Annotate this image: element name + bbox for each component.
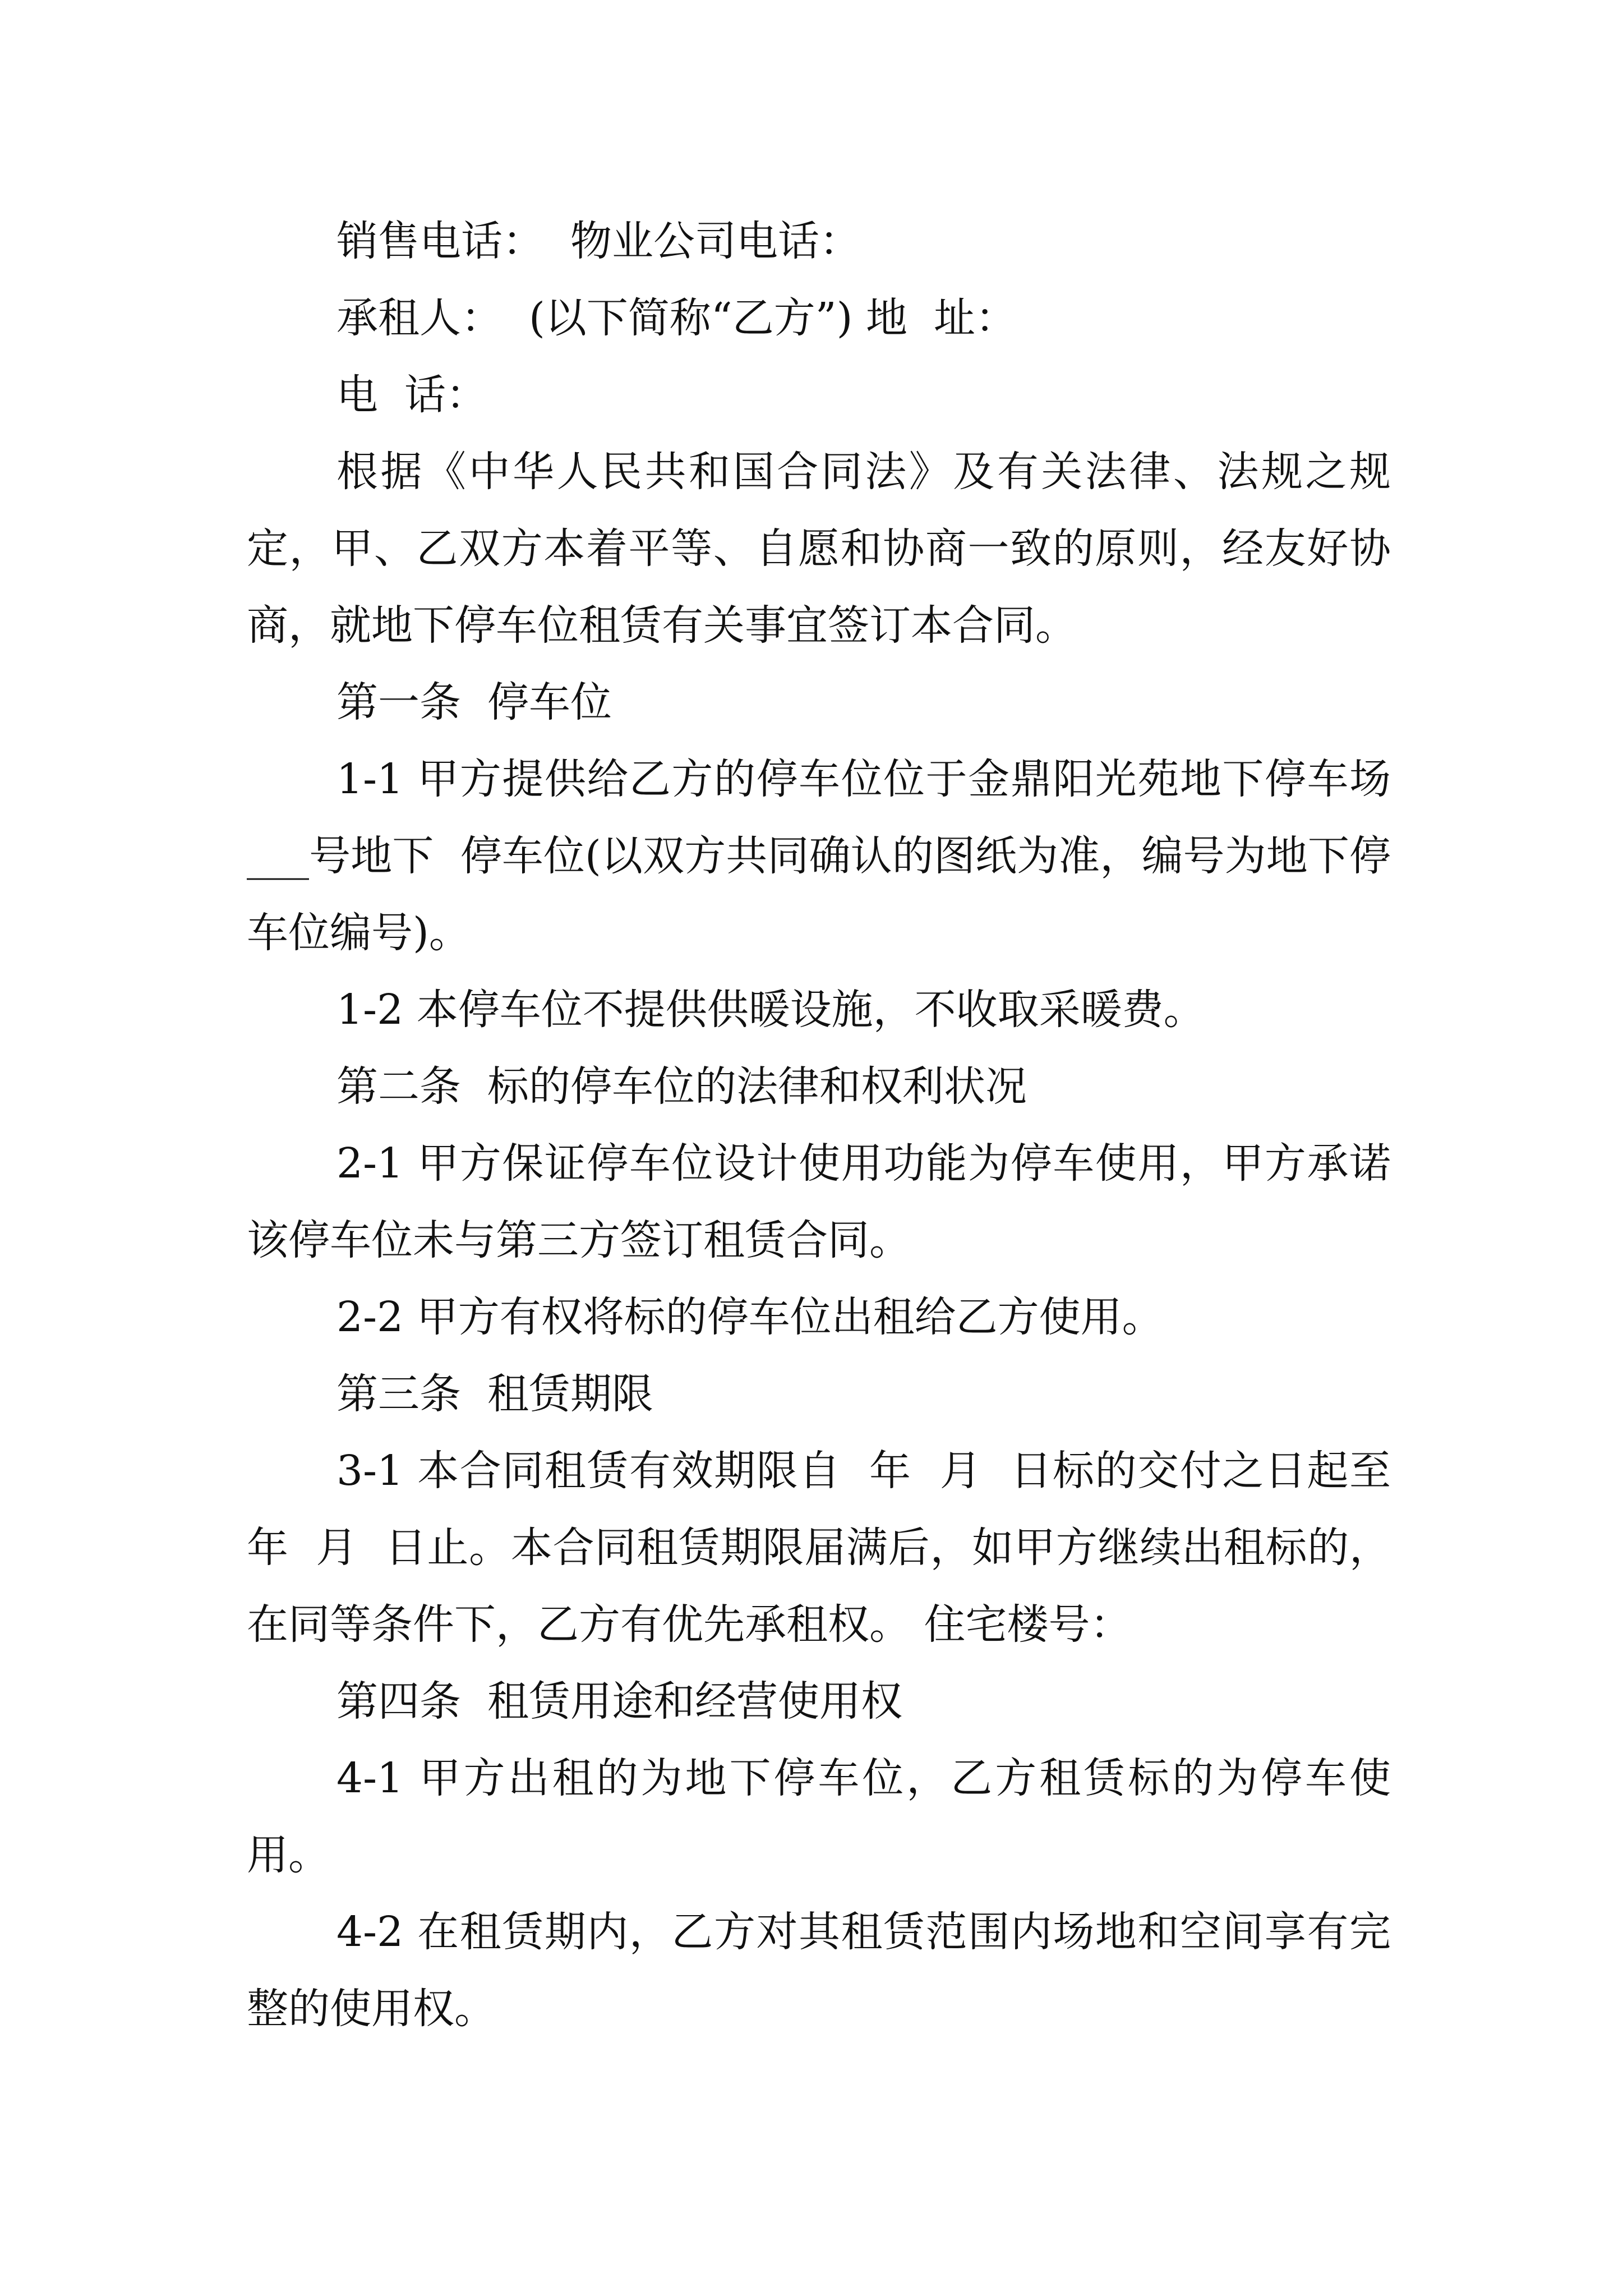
article-2-heading: 第二条 标的停车位的法律和权利状况 — [336, 1062, 1027, 1111]
paragraph-lessee: 承租人： (以下简称“乙方”) 地 址： — [336, 294, 1017, 342]
clause-1-2: 1-2 本停车位不提供供暖设施，不收取采暖费。 — [336, 986, 1205, 1034]
paragraph-sales-phone: 销售电话： 物业公司电话： — [336, 217, 861, 265]
clause-2-1: 2-1 甲方保证停车位设计使用功能为停车使用，甲方承诺该停车位未与第三方签订租赁合同。 — [247, 1139, 1391, 1264]
clause-1-1: 1-1 甲方提供给乙方的停车位位于金鼎阳光苑地下停车场___号地下 停车位(以双方共同确认的图纸为准，编号为地下停车位编号)。 — [247, 755, 1391, 957]
clause-4-2: 4-2 在租赁期内，乙方对其租赁范围内场地和空间享有完整的使用权。 — [247, 1908, 1391, 2033]
paragraph-phone: 电 话： — [336, 371, 488, 419]
document-body — [247, 203, 1418, 2047]
article-4-heading: 第四条 租赁用途和经营使用权 — [336, 1677, 903, 1726]
clause-4-1: 4-1 甲方出租的为地下停车位，乙方租赁标的为停车使用。 — [247, 1754, 1391, 1879]
article-1-heading: 第一条 停车位 — [336, 678, 612, 726]
article-3-heading: 第三条 租赁期限 — [336, 1370, 654, 1418]
clause-3-1: 3-1 本合同租赁有效期限自 年 月 日标的交付之日起至 年 月 日止。本合同租赁期限届满后，如甲方继续出租标的，在同等条件下，乙方有优先承租权。 住宅楼号： — [247, 1447, 1418, 1649]
clause-2-2: 2-2 甲方有权将标的停车位出租给乙方使用。 — [336, 1293, 1164, 1341]
paragraph-preamble: 根据《中华人民共和国合同法》及有关法律、法规之规定，甲、乙双方本着平等、自愿和协商一致的原则，经友好协商，就地下停车位租赁有关事宜签订本合同。 — [247, 448, 1391, 650]
